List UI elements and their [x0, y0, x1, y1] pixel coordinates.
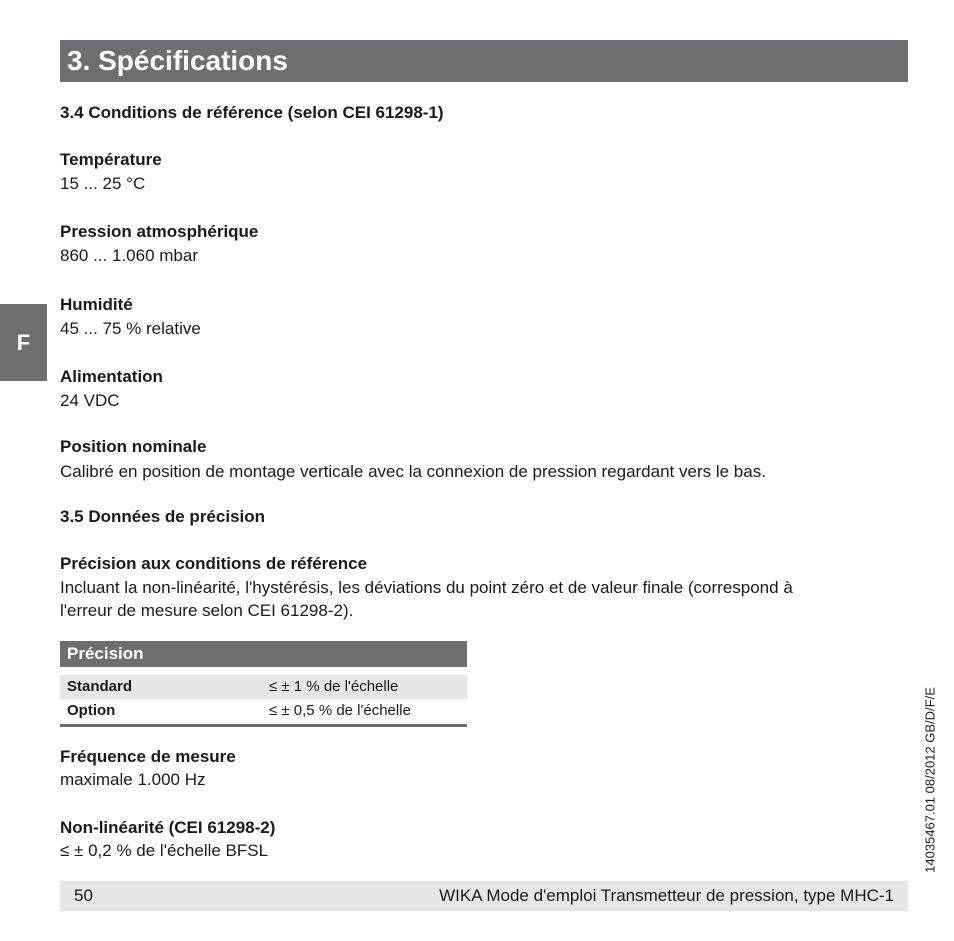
- row-value: ≤ ± 0,5 % de l'échelle: [269, 702, 411, 719]
- page-footer: [60, 881, 908, 911]
- page-number: 50: [74, 886, 93, 905]
- accuracy-label: Précision aux conditions de référence: [60, 554, 368, 573]
- frequency-value: maximale 1.000 Hz: [60, 770, 206, 789]
- table-row: [60, 699, 467, 723]
- nonlinearity-label: Non-linéarité (CEI 61298-2): [60, 818, 276, 837]
- accuracy-text-line1: Incluant la non-linéarité, l'hystérésis, les déviations du point zéro et de valeur finale (correspond à: [60, 578, 793, 597]
- precision-table: [60, 641, 467, 727]
- table-row: [60, 675, 467, 699]
- position-value: Calibré en position de montage verticale avec la connexion de pression regardant vers le bas.: [60, 462, 766, 481]
- power-value: 24 VDC: [60, 391, 120, 410]
- row-name: Standard: [67, 678, 133, 695]
- power-label: Alimentation: [60, 367, 163, 386]
- pressure-label: Pression atmosphérique: [60, 222, 259, 241]
- language-tab: F: [0, 304, 47, 381]
- page-title: 3. Spécifications: [67, 45, 288, 76]
- page-title-bar: [60, 40, 908, 82]
- frequency-label: Fréquence de mesure: [60, 747, 236, 766]
- humidity-label: Humidité: [60, 295, 133, 314]
- accuracy-text-line2: l'erreur de mesure selon CEI 61298-2).: [60, 601, 354, 620]
- precision-table-header: Précision: [60, 641, 467, 667]
- pressure-value: 860 ... 1.060 mbar: [60, 246, 198, 265]
- position-label: Position nominale: [60, 437, 207, 456]
- temperature-value: 15 ... 25 °C: [60, 174, 146, 193]
- temperature-label: Température: [60, 150, 162, 169]
- section-heading-3-5: 3.5 Données de précision: [60, 507, 266, 526]
- row-value: ≤ ± 1 % de l'échelle: [269, 678, 399, 695]
- nonlinearity-value: ≤ ± 0,2 % de l'échelle BFSL: [60, 841, 269, 860]
- row-name: Option: [67, 702, 116, 719]
- table-bottom-rule: [60, 724, 467, 727]
- document-code: 14035467.01 08/2012 GB/D/F/E: [922, 687, 938, 873]
- section-heading-3-4: 3.4 Conditions de référence (selon CEI 61298-1): [60, 103, 444, 122]
- document-title: WIKA Mode d'emploi Transmetteur de pression, type MHC-1: [439, 886, 894, 905]
- humidity-value: 45 ... 75 % relative: [60, 319, 201, 338]
